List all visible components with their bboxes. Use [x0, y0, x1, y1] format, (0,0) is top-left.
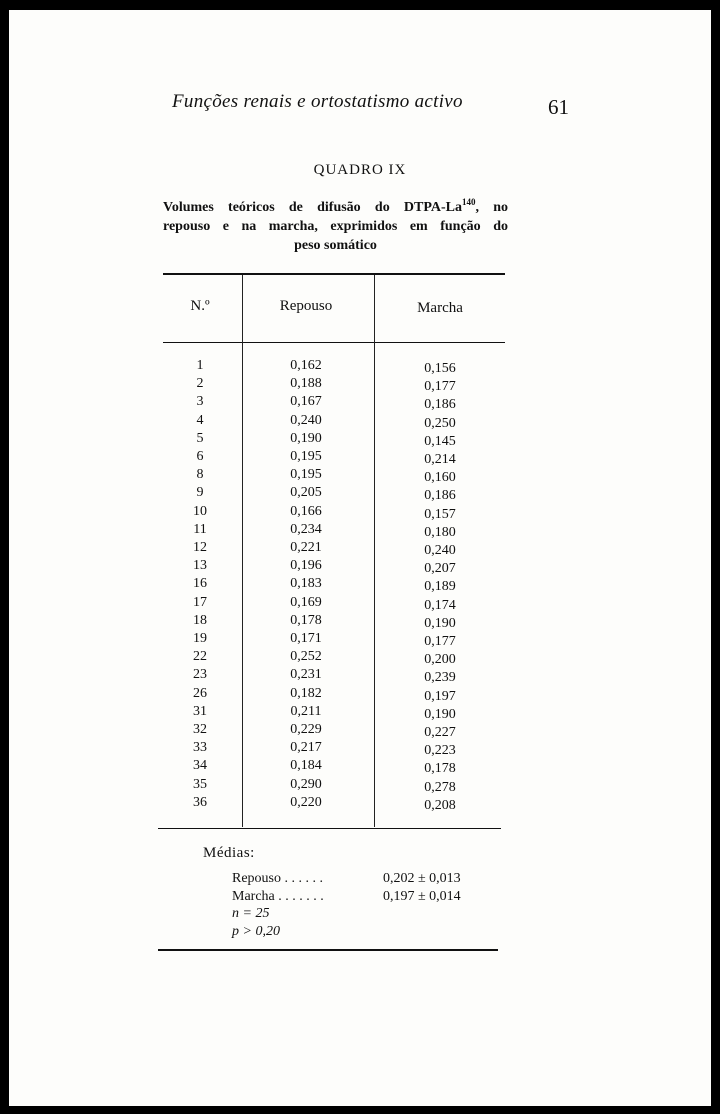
table-cell-repouso: 0,171: [290, 631, 322, 647]
table-cell-number: 36: [193, 794, 207, 810]
table-cell-number: 11: [193, 521, 207, 537]
table-cell-repouso: 0,221: [290, 540, 322, 556]
closing-rule: [158, 949, 498, 951]
table-cell-number: 23: [193, 667, 207, 683]
table-caption: [163, 198, 508, 255]
table-cell-repouso: 0,182: [290, 685, 322, 701]
table-cell-number: 6: [196, 449, 204, 465]
table-cell-marcha: 0,178: [424, 761, 456, 777]
table-cell-marcha: 0,214: [424, 452, 456, 468]
isotope-superscript: 140: [461, 197, 476, 207]
table-label: QUADRO IX: [313, 162, 407, 178]
column-repouso-values: [256, 357, 356, 812]
table-cell-marcha: 0,227: [424, 725, 456, 741]
table-cell-number: 26: [193, 685, 207, 701]
table-cell-number: 33: [193, 740, 207, 756]
summary-title: Médias:: [203, 845, 255, 861]
table-cell-number: 13: [193, 558, 207, 574]
table-cell-marcha: 0,239: [424, 670, 456, 686]
table-cell-number: 35: [193, 776, 207, 792]
page-number: 61: [548, 95, 569, 119]
table-cell-repouso: 0,190: [290, 430, 322, 446]
caption-line-3: peso somático: [294, 238, 377, 253]
table-cell-repouso: 0,217: [290, 740, 322, 756]
table-cell-repouso: 0,195: [290, 449, 322, 465]
column-header-number: N.º: [190, 298, 210, 314]
table-cell-number: 16: [193, 576, 207, 592]
table-cell-repouso: 0,184: [290, 758, 322, 774]
table-cell-number: 1: [196, 358, 204, 373]
table-cell-marcha: 0,160: [424, 470, 456, 486]
table-cell-repouso: 0,183: [290, 576, 322, 592]
table-cell-repouso: 0,166: [290, 503, 322, 519]
table-cell-number: 8: [196, 467, 204, 483]
table-cell-number: 2: [196, 376, 204, 392]
table-cell-repouso: 0,195: [290, 467, 322, 483]
table-cell-marcha: 0,208: [424, 797, 456, 813]
table-cell-marcha: 0,145: [424, 433, 456, 449]
table-cell-marcha: 0,250: [424, 415, 456, 431]
header-bottom-rule: [163, 342, 505, 343]
table-cell-number: 3: [196, 394, 204, 410]
table-cell-number: 4: [196, 412, 204, 428]
table-cell-marcha: 0,157: [424, 506, 456, 522]
table-cell-marcha: 0,189: [424, 579, 456, 595]
table-cell-number: 5: [196, 430, 204, 446]
summary-marcha-label: Marcha . . . . . . .: [232, 888, 324, 904]
column-divider-1: [242, 275, 243, 827]
table-cell-marcha: 0,240: [424, 543, 456, 559]
table-cell-number: 10: [193, 503, 207, 519]
table-cell-marcha: 0,177: [424, 379, 456, 395]
table-cell-marcha: 0,207: [424, 561, 456, 577]
table-cell-repouso: 0,188: [290, 376, 322, 392]
table-cell-repouso: 0,167: [290, 394, 322, 410]
summary-marcha-value: 0,197 ± 0,014: [383, 888, 461, 904]
table-cell-number: 22: [193, 649, 207, 665]
running-title: Funções renais e ortostatismo activo: [172, 91, 463, 112]
table-cell-marcha: 0,186: [424, 397, 456, 413]
table-cell-marcha: 0,200: [424, 652, 456, 668]
table-cell-repouso: 0,196: [290, 558, 322, 574]
table-cell-repouso: 0,178: [290, 612, 322, 628]
table-cell-marcha: 0,156: [424, 361, 456, 376]
column-marcha-values: [390, 360, 490, 815]
summary-repouso-label: Repouso . . . . . .: [232, 871, 323, 886]
table-cell-marcha: 0,177: [424, 634, 456, 650]
table-cell-repouso: 0,231: [290, 667, 322, 683]
table-cell-repouso: 0,252: [290, 649, 322, 665]
table-cell-number: 19: [193, 631, 207, 647]
table-cell-marcha: 0,223: [424, 743, 456, 759]
table-cell-repouso: 0,211: [290, 703, 322, 719]
summary-repouso-value: 0,202 ± 0,013: [383, 871, 461, 886]
table-cell-number: 31: [193, 703, 207, 719]
table-cell-repouso: 0,220: [290, 794, 322, 810]
table-cell-marcha: 0,190: [424, 615, 456, 631]
table-cell-repouso: 0,240: [290, 412, 322, 428]
table-cell-number: 9: [196, 485, 204, 501]
table-cell-marcha: 0,180: [424, 524, 456, 540]
table-cell-number: 32: [193, 722, 207, 738]
column-divider-2: [374, 275, 375, 827]
table-cell-repouso: 0,229: [290, 722, 322, 738]
column-header-marcha: Marcha: [417, 300, 463, 316]
table-cell-marcha: 0,197: [424, 688, 456, 704]
table-cell-number: 18: [193, 612, 207, 628]
table-cell-repouso: 0,290: [290, 776, 322, 792]
table-cell-marcha: 0,190: [424, 706, 456, 722]
summary-n: n = 25: [232, 906, 270, 921]
table-cell-repouso: 0,169: [290, 594, 322, 610]
table-cell-marcha: 0,174: [424, 597, 456, 613]
table-bottom-rule: [158, 828, 501, 829]
table-cell-number: 12: [193, 540, 207, 556]
table-cell-marcha: 0,278: [424, 779, 456, 795]
table-cell-number: 34: [193, 758, 207, 774]
caption-line-2: repouso e na marcha, exprimidos em função do: [163, 219, 508, 234]
column-number-values: [166, 357, 234, 812]
table-cell-marcha: 0,186: [424, 488, 456, 504]
summary-p: p > 0,20: [232, 923, 280, 939]
table-top-rule: [163, 273, 505, 275]
table-cell-repouso: 0,162: [290, 358, 322, 373]
table-cell-repouso: 0,205: [290, 485, 322, 501]
column-header-repouso: Repouso: [279, 298, 333, 314]
table-cell-number: 17: [193, 594, 207, 610]
table-cell-repouso: 0,234: [290, 521, 322, 537]
caption-line-1: Volumes teóricos de difusão do DTPA-La$^{140}$, no: [163, 197, 508, 215]
